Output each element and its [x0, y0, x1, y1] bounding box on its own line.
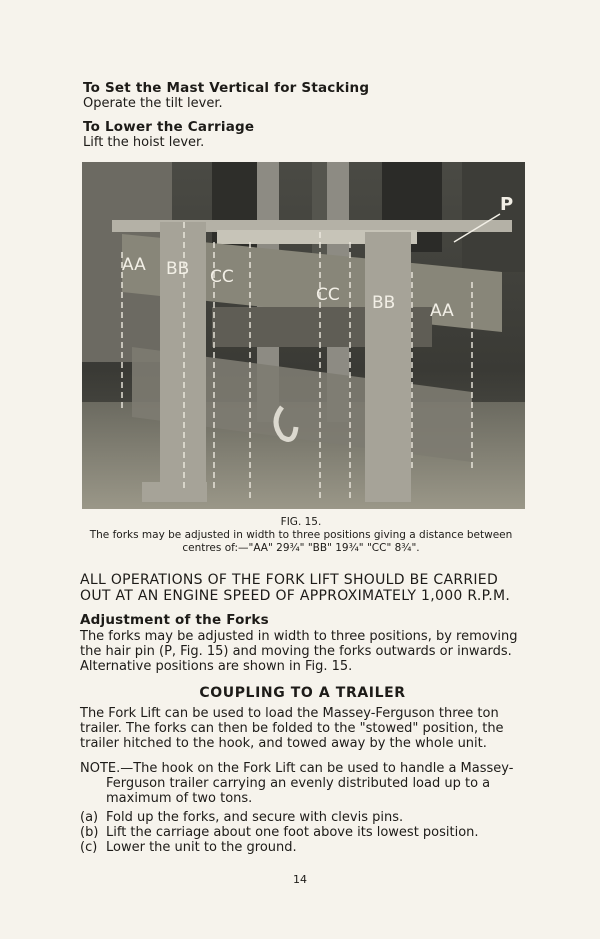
- step-text: Fold up the forks, and secure with clevis pins.: [106, 810, 404, 825]
- caption-line-1: The forks may be adjusted in width to three positions giving a distance between: [89, 529, 513, 541]
- engine-speed-warning: [80, 572, 522, 604]
- step-text: Lower the unit to the ground.: [106, 840, 297, 855]
- label-p: P: [500, 194, 514, 215]
- step-item: [80, 810, 525, 825]
- step-text: Lift the carriage about one foot above its lowest position.: [106, 825, 479, 840]
- mast-text: Operate the tilt lever.: [83, 96, 223, 111]
- step-label: (b): [80, 825, 99, 840]
- label-cc-right: CC: [316, 285, 340, 305]
- adjustment-section: [80, 612, 525, 674]
- caption-line-2: centres of:—"AA" 29¾" "BB" 19¾" "CC" 8¾".: [182, 542, 420, 554]
- carriage-section: [83, 119, 523, 150]
- note-line-1: NOTE.—The hook on the Fork Lift can be used to handle a Massey-: [80, 761, 514, 776]
- carriage-heading: To Lower the Carriage: [83, 119, 255, 135]
- coupling-line-1: The Fork Lift can be used to load the Massey-Ferguson three ton: [80, 706, 499, 721]
- adjustment-heading: Adjustment of the Forks: [80, 612, 269, 628]
- label-bb-right: BB: [372, 293, 396, 313]
- coupling-note: [80, 761, 525, 806]
- step-label: (a): [80, 810, 99, 825]
- label-aa-left: AA: [122, 255, 146, 275]
- forklift-illustration: [82, 162, 525, 509]
- adjustment-line-2: the hair pin (P, Fig. 15) and moving the forks outwards or inwards.: [80, 644, 512, 659]
- label-bb-left: BB: [166, 259, 190, 279]
- note-line-3: maximum of two tons.: [106, 791, 253, 806]
- page-number: 14: [293, 873, 307, 886]
- mast-heading: To Set the Mast Vertical for Stacking: [83, 80, 370, 96]
- note-line-2: Ferguson trailer carrying an evenly distributed load up to a: [106, 776, 491, 791]
- step-item: [80, 825, 525, 840]
- coupling-line-3: trailer hitched to the hook, and towed away by the whole unit.: [80, 736, 487, 751]
- step-label: (c): [80, 840, 98, 855]
- adjustment-line-3: Alternative positions are shown in Fig. 15.: [80, 659, 353, 674]
- carriage-text: Lift the hoist lever.: [83, 135, 205, 150]
- mast-section: [83, 80, 523, 111]
- step-item: [80, 840, 525, 855]
- label-aa-right: AA: [430, 301, 454, 321]
- coupling-body: [80, 706, 525, 751]
- warning-line-2: OUT AT AN ENGINE SPEED OF APPROXIMATELY 1,000 R.P.M.: [80, 588, 511, 604]
- warning-line-1: ALL OPERATIONS OF THE FORK LIFT SHOULD BE CARRIED: [80, 572, 499, 588]
- adjustment-line-1: The forks may be adjusted in width to three positions, by removing: [80, 629, 518, 644]
- caption-title: FIG. 15.: [280, 516, 322, 528]
- coupling-line-2: trailer. The forks can then be folded to the "stowed" position, the: [80, 721, 504, 736]
- label-cc-left: CC: [210, 267, 234, 287]
- coupling-heading: COUPLING TO A TRAILER: [199, 685, 406, 701]
- forklift-photo: [82, 162, 525, 509]
- figure-caption: [78, 516, 524, 555]
